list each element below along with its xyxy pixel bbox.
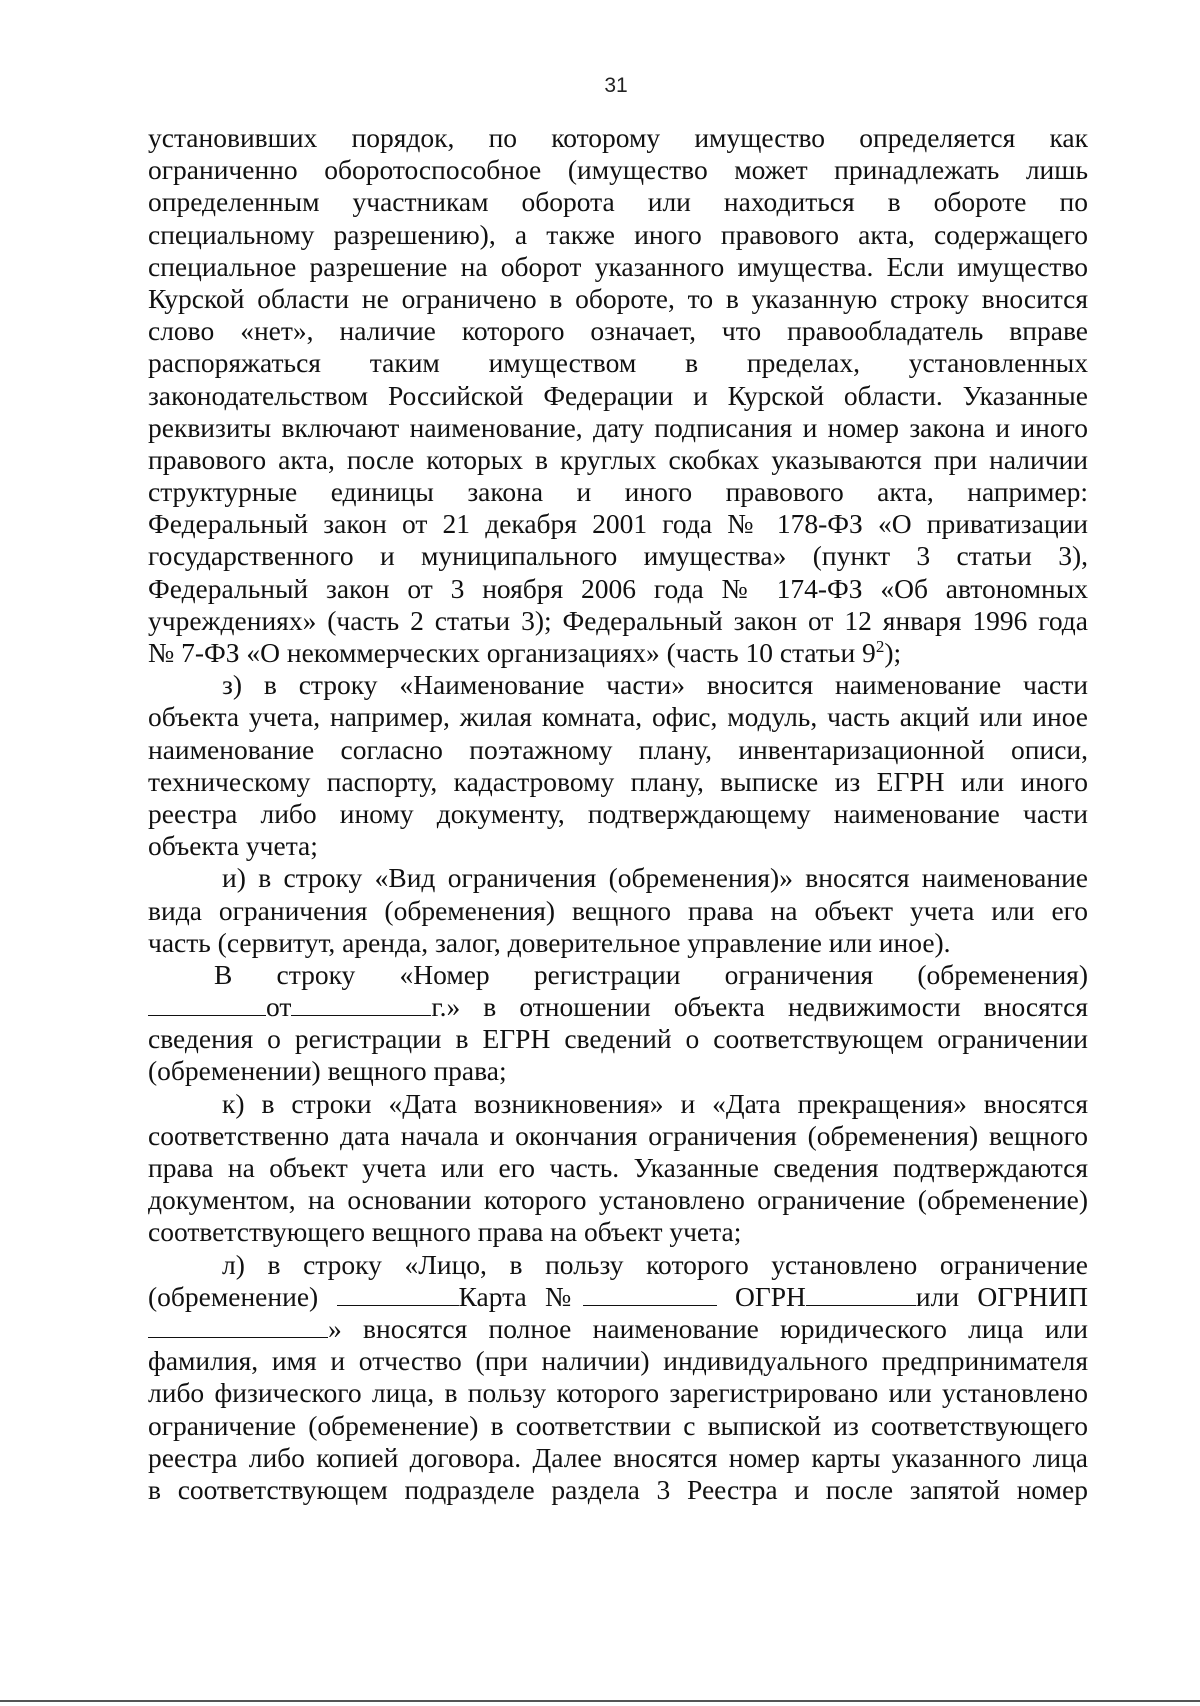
text-line-blanks bbox=[148, 991, 1088, 1023]
paragraph-z-first-line: з) в строку «Наименование части» вносится наименование части bbox=[222, 669, 1088, 701]
text-line: права на объект учета или его часть. Указанные сведения подтверждаются bbox=[148, 1152, 1088, 1183]
text-line: соответствующего вещного права на объект учета; bbox=[148, 1216, 742, 1248]
text-line: Федеральный закон от 3 ноября 2006 года № 174-ФЗ «Об автономных bbox=[148, 572, 1088, 604]
page-number: 31 bbox=[604, 74, 628, 97]
blank-field bbox=[148, 1313, 328, 1338]
text-line: либо физического лица, в пользу которого зарегистрировано или установлено bbox=[148, 1377, 1088, 1409]
body-text bbox=[148, 122, 1088, 1506]
text-line: слово «нет», наличие которого означает, что правообладатель вправе bbox=[148, 315, 1088, 347]
text-line: определенным участникам оборота или находиться в обороте по bbox=[148, 186, 1088, 218]
text-line: государственного и муниципального имущества» (пункт 3 статьи 3), bbox=[148, 540, 1088, 572]
paragraph-i-first-line: и) в строку «Вид ограничения (обременения)» вносятся наименование bbox=[222, 862, 1088, 894]
text-line: часть (сервитут, аренда, залог, доверительное управление или иное). bbox=[148, 926, 951, 958]
text-line-blanks bbox=[148, 1313, 1088, 1345]
text-line: ограничение (обременение) в соответствии с выпиской из соответствующего bbox=[148, 1409, 1088, 1441]
text-line: законодательством Российской Федерации и Курской области. Указанные bbox=[148, 379, 1088, 411]
page-bottom-edge bbox=[0, 1700, 1200, 1702]
text-line: Федеральный закон от 21 декабря 2001 года № 178-ФЗ «О приватизации bbox=[148, 508, 1088, 540]
text-line: фамилия, имя и отчество (при наличии) индивидуального предпринимателя bbox=[148, 1345, 1088, 1377]
text-line: соответственно дата начала и окончания ограничения (обременения) вещного bbox=[148, 1119, 1088, 1151]
text-fragment: № 7-ФЗ «О некоммерческих организациях» (часть 10 статьи 9 bbox=[148, 637, 876, 668]
text-line: правового акта, после которых в круглых скобках указываются при наличии bbox=[148, 443, 1088, 475]
blank-field bbox=[148, 991, 266, 1016]
text-fragment: г.» в отношении объекта недвижимости вносятся bbox=[431, 991, 1088, 1023]
text-line: специальному разрешению), а также иного правового акта, содержащего bbox=[148, 218, 1088, 250]
text-line: вида ограничения (обременения) вещного права на объект учета или его bbox=[148, 894, 1088, 926]
footnote-superscript: 2 bbox=[875, 636, 885, 656]
blank-field bbox=[337, 1281, 459, 1306]
blank-field bbox=[291, 991, 431, 1016]
paragraph-registration-first-line: В строку «Номер регистрации ограничения (обременения) bbox=[214, 958, 1088, 990]
text-fragment: » вносятся полное наименование юридического лица или bbox=[328, 1312, 1088, 1344]
text-line: объекта учета, например, жилая комната, офис, модуль, часть акций или иное bbox=[148, 701, 1088, 733]
text-line: сведения о регистрации в ЕГРН сведений о соответствующем ограничении bbox=[148, 1023, 1088, 1055]
text-line: документом, на основании которого установлено ограничение (обременение) bbox=[148, 1184, 1088, 1216]
text-line: распоряжаться таким имуществом в пределах, установленных bbox=[148, 347, 1088, 379]
text-fragment: Карта № bbox=[458, 1280, 583, 1312]
text-line-footnote bbox=[148, 637, 1088, 669]
text-fragment: (обременение) bbox=[148, 1280, 319, 1312]
text-line: объекта учета; bbox=[148, 830, 318, 862]
paragraph-k-first-line: к) в строки «Дата возникновения» и «Дата прекращения» вносятся bbox=[222, 1087, 1088, 1119]
text-line: структурные единицы закона и иного правового акта, например: bbox=[148, 476, 1088, 508]
text-line: техническому паспорту, кадастровому плану, выписке из ЕГРН или иного bbox=[148, 765, 1088, 797]
text-line: (обременении) вещного права; bbox=[148, 1055, 507, 1087]
text-line: в соответствующем подразделе раздела 3 Реестра и после запятой номер bbox=[148, 1473, 1088, 1505]
text-fragment: или ОГРНИП bbox=[915, 1280, 1089, 1312]
text-line: ограниченно оборотоспособное (имущество может принадлежать лишь bbox=[148, 154, 1088, 186]
text-line-blanks bbox=[148, 1281, 1088, 1313]
text-line: специальное разрешение на оборот указанного имущества. Если имущество bbox=[148, 250, 1088, 282]
text-line: реестра либо иному документу, подтверждающему наименование части bbox=[148, 797, 1088, 829]
paragraph-l-first-line: л) в строку «Лицо, в пользу которого установлено ограничение bbox=[222, 1248, 1088, 1280]
blank-field bbox=[806, 1281, 916, 1306]
text-fragment: ОГРН bbox=[734, 1280, 806, 1312]
text-line: установивших порядок, по которому имущество определяется как bbox=[148, 122, 1088, 153]
text-line: наименование согласно поэтажному плану, инвентаризационной описи, bbox=[148, 733, 1088, 765]
blank-field bbox=[583, 1281, 717, 1306]
text-fragment: ); bbox=[884, 637, 902, 668]
text-line: реквизиты включают наименование, дату подписания и номер закона и иного bbox=[148, 411, 1088, 443]
text-line: реестра либо копией договора. Далее вносятся номер карты указанного лица bbox=[148, 1441, 1088, 1473]
text-line: учреждениях» (часть 2 статьи 3); Федеральный закон от 12 января 1996 года bbox=[148, 604, 1088, 636]
text-line: Курской области не ограничено в обороте, то в указанную строку вносится bbox=[148, 282, 1088, 314]
text-fragment: от bbox=[266, 991, 292, 1023]
